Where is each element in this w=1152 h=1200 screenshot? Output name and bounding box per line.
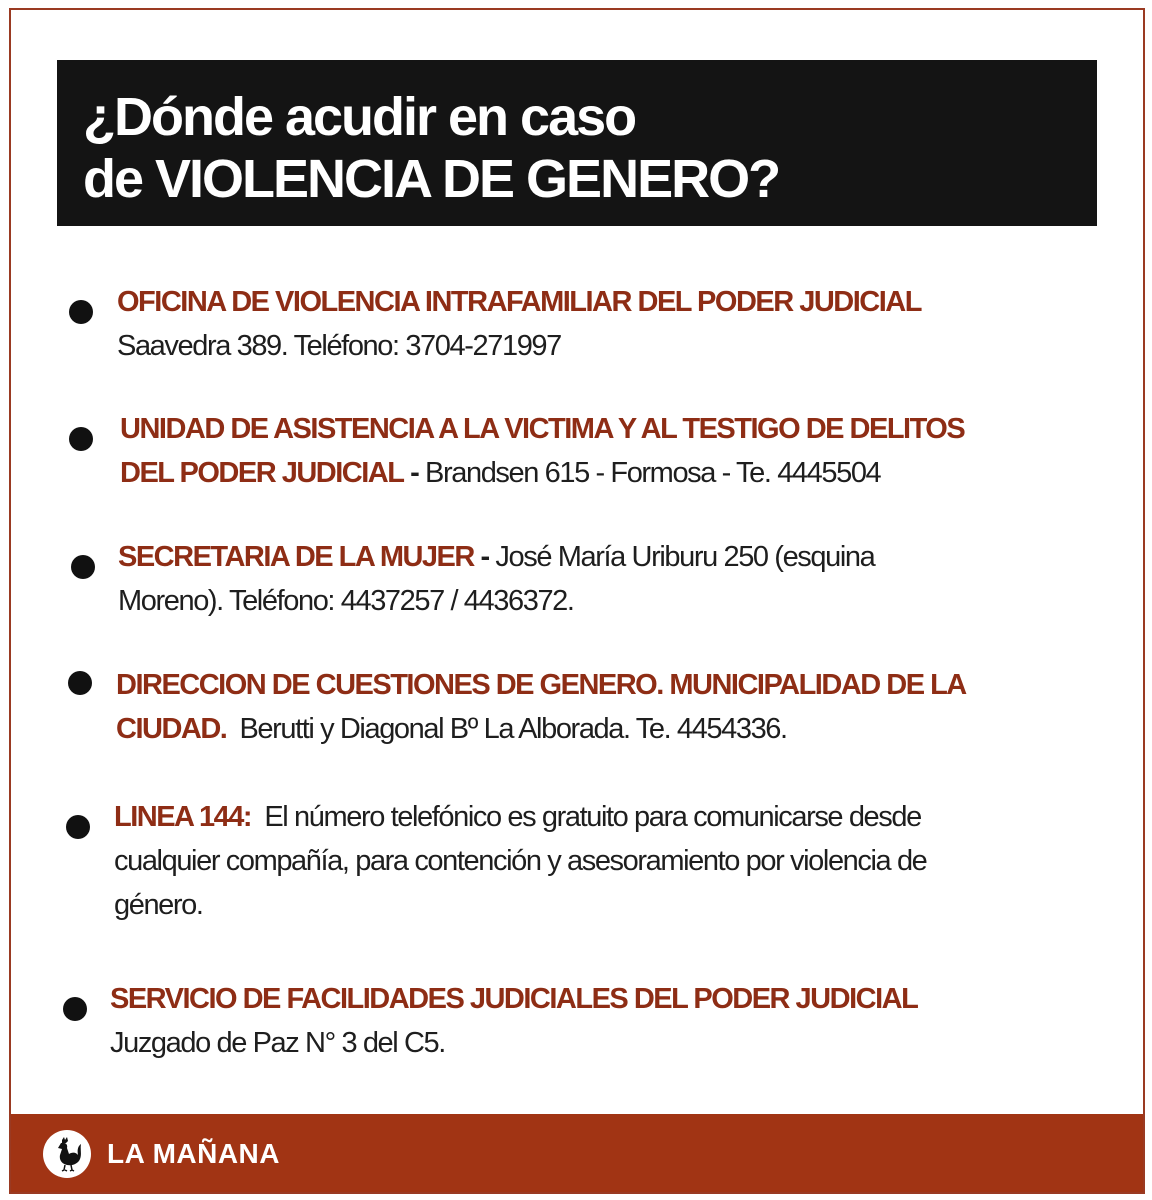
item-title-line-1: UNIDAD DE ASISTENCIA A LA VICTIMA Y AL TESTIGO DE DELITOS bbox=[120, 413, 965, 445]
bullet-icon bbox=[66, 815, 90, 839]
item-title-line-2: CIUDAD bbox=[116, 713, 220, 745]
title-line-2: de VIOLENCIA DE GENERO? bbox=[83, 149, 780, 209]
item-detail: Saavedra 389. Teléfono: 3704-271997 bbox=[117, 330, 561, 362]
infographic-frame bbox=[9, 8, 1145, 1194]
bullet-icon bbox=[69, 300, 93, 324]
bullet-icon bbox=[63, 997, 87, 1021]
item-detail-line-1: El número telefónico es gratuito para comunicarse desde bbox=[264, 801, 921, 833]
item-title: SECRETARIA DE LA MUJER bbox=[118, 541, 474, 573]
title-banner bbox=[57, 60, 1097, 226]
item-detail-line-2: cualquier compañía, para contención y asesoramiento por violencia de bbox=[114, 845, 927, 877]
bullet-icon bbox=[68, 671, 92, 695]
item-separator: - bbox=[473, 541, 496, 573]
bullet-icon bbox=[71, 555, 95, 579]
item-detail-line-2: Moreno). Teléfono: 4437257 / 4436372. bbox=[118, 585, 574, 617]
item-title: SERVICIO DE FACILIDADES JUDICIALES DEL PODER JUDICIAL bbox=[110, 983, 918, 1015]
item-title: OFICINA DE VIOLENCIA INTRAFAMILIAR DEL PODER JUDICIAL bbox=[117, 286, 921, 318]
item-title: LINEA 144: bbox=[114, 801, 252, 833]
item-detail-line-1: José María Uriburu 250 (esquina bbox=[495, 541, 875, 573]
item-detail-line-3: género. bbox=[114, 889, 203, 921]
item-detail: Berutti y Diagonal Bº La Alborada. Te. 4454336. bbox=[239, 713, 787, 745]
bullet-icon bbox=[69, 427, 93, 451]
item-detail: Juzgado de Paz N° 3 del C5. bbox=[110, 1027, 445, 1059]
brand-name: LA MAÑANA bbox=[107, 1138, 280, 1169]
item-title-line-2: DEL PODER JUDICIAL bbox=[120, 457, 404, 489]
title-line-1: ¿Dónde acudir en caso bbox=[83, 87, 636, 147]
item-separator: - bbox=[403, 457, 426, 489]
rooster-icon bbox=[43, 1130, 91, 1178]
footer-bar bbox=[11, 1114, 1143, 1192]
item-detail: Brandsen 615 - Formosa - Te. 4445504 bbox=[425, 457, 881, 489]
item-separator: . bbox=[219, 713, 240, 745]
item-title-line-1: DIRECCION DE CUESTIONES DE GENERO. MUNICIPALIDAD DE LA bbox=[116, 669, 966, 701]
